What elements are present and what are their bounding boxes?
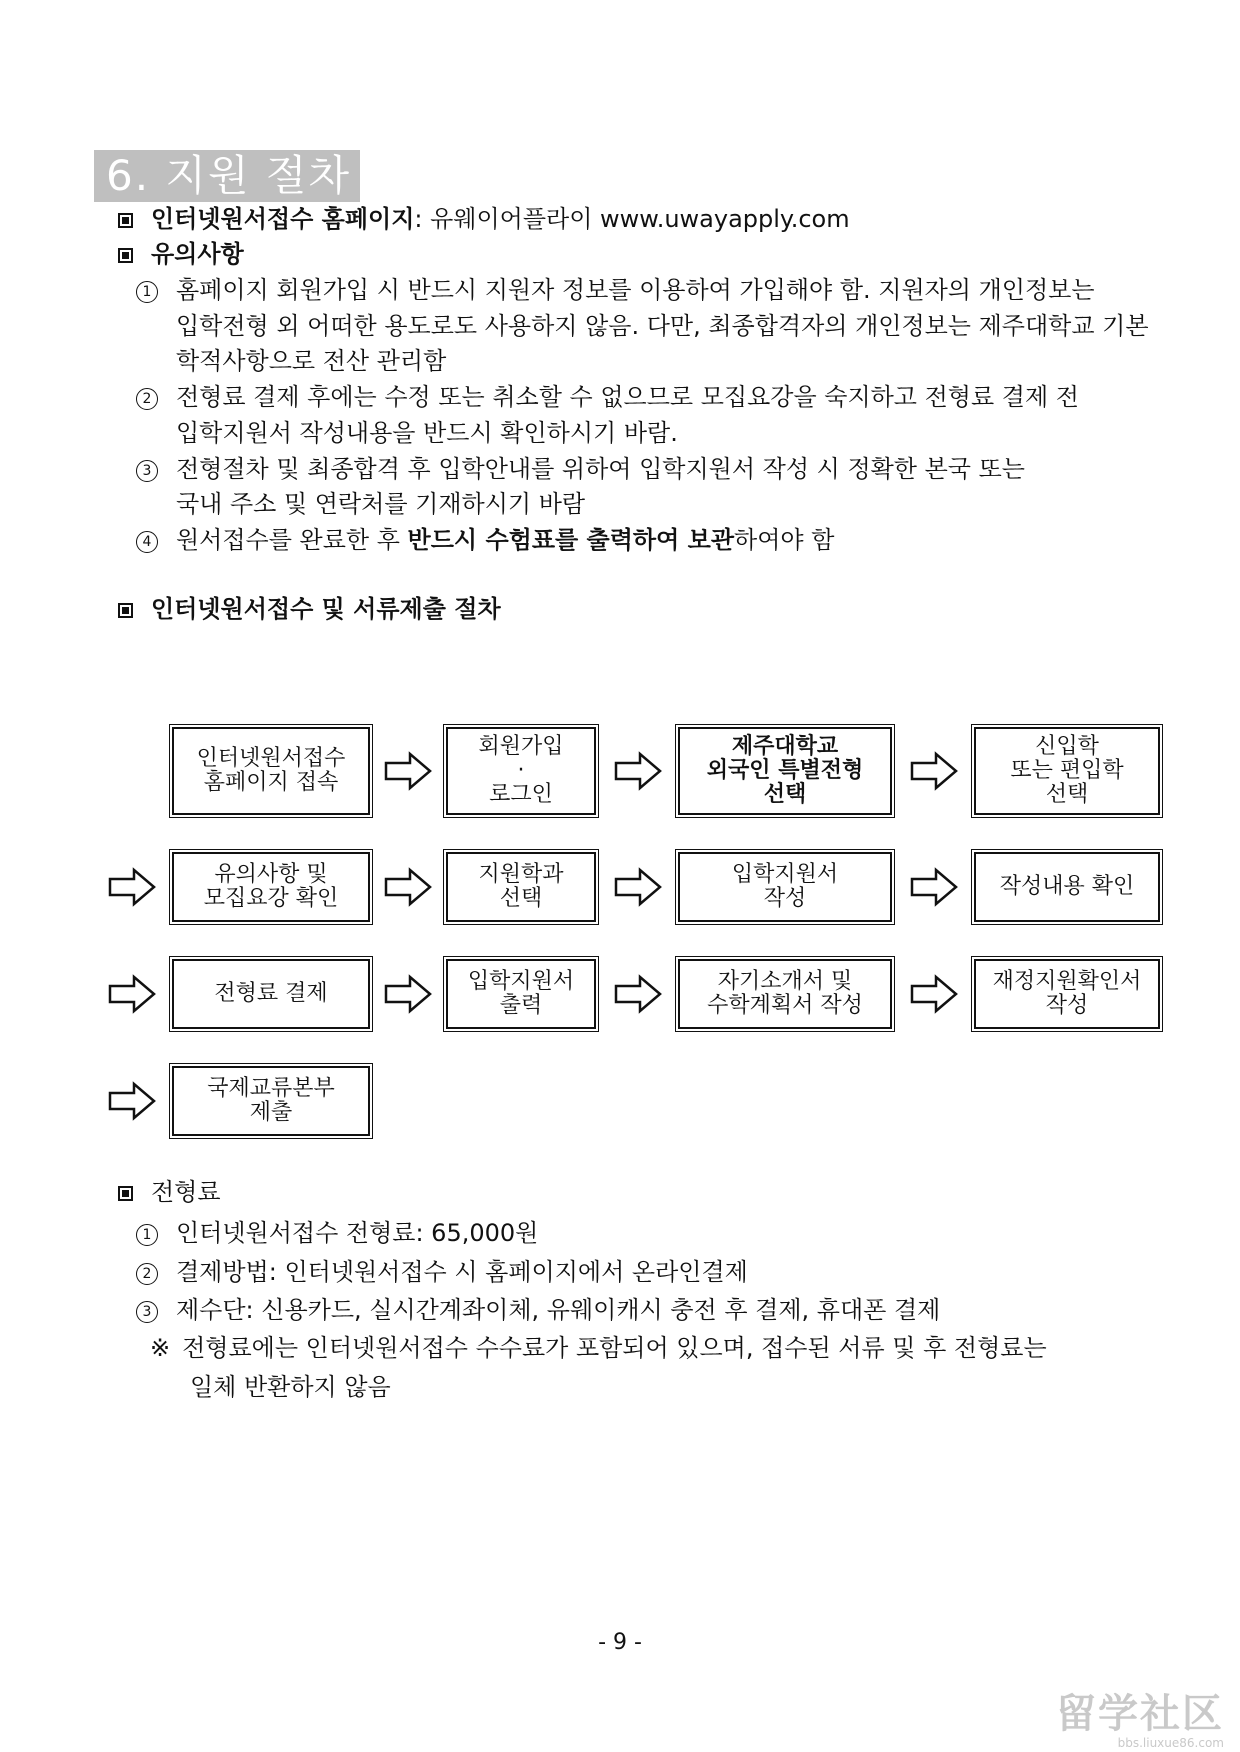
- note-item-3: [136, 452, 1025, 486]
- flow-step-label: 국제교류본부 제출: [207, 1076, 335, 1125]
- square-bullet-icon: [118, 1186, 133, 1201]
- flow-step-6: [446, 852, 596, 922]
- flow-step-label: 재정지원확인서 작성: [992, 969, 1142, 1018]
- right-arrow-icon: [108, 867, 156, 907]
- note-item-2: [136, 380, 1079, 414]
- flow-step-label: 입학지원서 작성: [731, 862, 839, 911]
- right-arrow-icon: [614, 751, 662, 791]
- note-item-3-line-2: 국내 주소 및 연락처를 기재하시기 바람: [176, 490, 586, 518]
- fee-heading: [118, 1175, 221, 1209]
- flow-step-12: [974, 959, 1160, 1029]
- note-item-2-line-2: 입학지원서 작성내용을 반드시 확인하시기 바람.: [176, 419, 678, 447]
- circled-number-icon: 2: [136, 388, 158, 410]
- fee-note: [150, 1331, 1047, 1365]
- flow-step-10: [446, 959, 596, 1029]
- note-text-bold: 반드시 수험표를 출력하여 보관: [407, 526, 735, 554]
- flow-step-7: [678, 852, 892, 922]
- circled-number-icon: 4: [136, 531, 158, 553]
- square-bullet-icon: [118, 248, 133, 263]
- homepage-line: [118, 202, 850, 236]
- right-arrow-icon: [108, 974, 156, 1014]
- page-number: - 9 -: [598, 1630, 642, 1655]
- right-arrow-icon: [384, 974, 432, 1014]
- note-text-post: 하여야 함: [734, 526, 835, 554]
- flow-step-label: 지원학과 선택: [478, 862, 564, 911]
- flow-step-label: 인터넷원서접수 홈페이지 접속: [196, 746, 346, 795]
- fee-heading-text: 전형료: [151, 1178, 221, 1206]
- homepage-label: 인터넷원서접수 홈페이지: [151, 205, 415, 233]
- fee-item-1: [136, 1216, 538, 1250]
- flow-step-label: 신입학 또는 편입학 선택: [1010, 734, 1124, 807]
- right-arrow-icon: [910, 751, 958, 791]
- fee-item-text: 인터넷원서접수 전형료: 65,000원: [176, 1219, 539, 1247]
- section-title: 6. 지원 절차: [94, 150, 360, 202]
- fee-note-text: 전형료에는 인터넷원서접수 수수료가 포함되어 있으며, 접수된 서류 및 후 전형료는: [182, 1334, 1047, 1362]
- flow-step-label: 유의사항 및 모집요강 확인: [203, 862, 339, 911]
- flow-step-label: 자기소개서 및 수학계획서 작성: [707, 969, 863, 1018]
- circled-number-icon: 2: [136, 1263, 158, 1285]
- watermark-main-text: 留学社区: [1056, 1691, 1224, 1737]
- watermark-logo: [1034, 1692, 1224, 1752]
- flow-step-5: [172, 852, 370, 922]
- notes-heading: [118, 237, 244, 271]
- right-arrow-icon: [108, 1081, 156, 1121]
- note-item-1-line-3: 학적사항으로 전산 관리함: [176, 347, 447, 375]
- circled-number-icon: 1: [136, 1224, 158, 1246]
- flow-step-1: [172, 727, 370, 815]
- note-text: 전형절차 및 최종합격 후 입학안내를 위하여 입학지원서 작성 시 정확한 본국 또는: [176, 455, 1025, 483]
- note-item-4: [136, 523, 834, 557]
- flow-step-11: [678, 959, 892, 1029]
- note-item-1-line-2: 입학전형 외 어떠한 용도로도 사용하지 않음. 다만, 최종합격자의 개인정보는 제주대학교 기본: [176, 312, 1149, 340]
- procedure-heading: [118, 592, 501, 626]
- note-text: 홈페이지 회원가입 시 반드시 지원자 정보를 이용하여 가입해야 함. 지원자의 개인정보는: [176, 276, 1095, 304]
- right-arrow-icon: [384, 867, 432, 907]
- flow-step-label: 제주대학교 외국인 특별전형 선택: [706, 734, 864, 807]
- flow-step-8: [974, 852, 1160, 922]
- flow-step-9: [172, 959, 370, 1029]
- flow-step-label: 전형료 결제: [214, 981, 328, 1006]
- note-item-1: [136, 273, 1095, 307]
- fee-item-3: [136, 1293, 940, 1327]
- right-arrow-icon: [910, 974, 958, 1014]
- fee-item-2: [136, 1255, 748, 1289]
- circled-number-icon: 1: [136, 281, 158, 303]
- fee-item-text: 결제방법: 인터넷원서접수 시 홈페이지에서 온라인결제: [176, 1258, 748, 1286]
- flow-step-4: [974, 727, 1160, 815]
- circled-number-icon: 3: [136, 1301, 158, 1323]
- fee-note-line-2: 일체 반환하지 않음: [190, 1373, 391, 1401]
- notes-heading-text: 유의사항: [151, 240, 244, 268]
- right-arrow-icon: [384, 751, 432, 791]
- procedure-heading-text: 인터넷원서접수 및 서류제출 절차: [151, 595, 501, 623]
- square-bullet-icon: [118, 603, 133, 618]
- right-arrow-icon: [614, 867, 662, 907]
- reference-mark-icon: ※: [150, 1334, 171, 1362]
- flow-step-label: 입학지원서 출력: [467, 969, 575, 1018]
- square-bullet-icon: [118, 213, 133, 228]
- note-text-pre: 원서접수를 완료한 후: [176, 526, 408, 554]
- flow-step-2: [446, 727, 596, 815]
- flow-step-13: [172, 1066, 370, 1136]
- flow-step-3: [678, 727, 892, 815]
- right-arrow-icon: [910, 867, 958, 907]
- circled-number-icon: 3: [136, 460, 158, 482]
- homepage-value: : 유웨이어플라이 www.uwayapply.com: [414, 205, 850, 233]
- watermark-url-text: bbs.liuxue86.com: [1117, 1736, 1224, 1750]
- flow-step-label: 작성내용 확인: [999, 874, 1135, 899]
- note-text: 전형료 결제 후에는 수정 또는 취소할 수 없으므로 모집요강을 숙지하고 전형료 결제 전: [176, 383, 1079, 411]
- right-arrow-icon: [614, 974, 662, 1014]
- fee-item-text: 제수단: 신용카드, 실시간계좌이체, 유웨이캐시 충전 후 결제, 휴대폰 결제: [176, 1296, 941, 1324]
- flow-step-label: 회원가입 · 로그인: [478, 734, 564, 807]
